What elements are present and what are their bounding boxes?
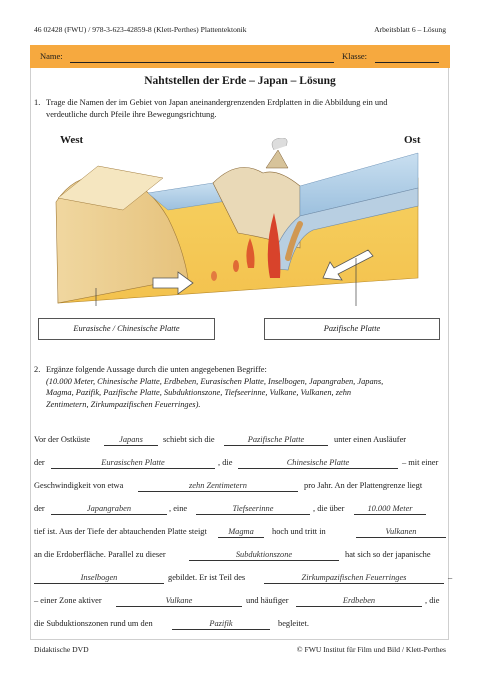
task-2-line-1: Ergänze folgende Aussage durch die unten angegebenen Begriffe: [46,365,267,374]
answer-tiefseerinne[interactable]: Tiefseerinne [196,504,310,515]
answer-erdbeben[interactable]: Erdbeben [296,596,422,607]
cloze-text: und häufiger [246,596,289,605]
cloze-text: , die [218,458,233,467]
cloze-text: – einer Zone aktiver [34,596,102,605]
cloze-text: – [448,573,453,582]
volcano-plume [272,138,287,150]
direction-west: West [60,134,84,146]
name-bar [30,45,450,68]
page-title: Nahtstellen der Erde – Japan – Lösung [144,75,336,87]
task-2-text [46,364,383,410]
header-sheet: Arbeitsblatt 6 – Lösung [374,25,446,34]
answer-10000-meter[interactable]: 10.000 Meter [354,504,426,515]
cloze-text: Vor der Ostküste [34,435,91,444]
cloze-text: hoch und tritt in [272,527,326,536]
task-1-number: 1. [34,98,41,107]
class-field[interactable] [375,62,439,63]
answer-pazifik[interactable]: Pazifik [172,619,270,630]
footer-left: Didaktische DVD [34,645,89,654]
cloze-text: unter einen Ausläufer [334,435,407,444]
answer-eurasischen-platte[interactable]: Eurasischen Platte [51,458,215,469]
cloze-text: der [34,504,45,513]
cloze-text: schiebt sich die [163,435,215,444]
answer-inselbogen[interactable]: Inselbogen [34,573,164,584]
answer-chinesische-platte[interactable]: Chinesische Platte [238,458,398,469]
task-1-line-2: verdeutliche durch Pfeile ihre Bewegungsrichtung. [46,109,217,119]
task-1-line-1: Trage die Namen der im Gebiet von Japan aneinandergrenzenden Erdplatten in die Abbildung ein und [46,98,388,107]
cloze-text: – mit einer [402,458,439,467]
task-1-text [46,97,387,120]
answer-japans[interactable]: Japans [104,435,158,446]
task-2 [34,364,454,414]
direction-east: Ost [404,134,421,146]
name-field[interactable] [70,62,334,63]
cloze-text: gebildet. Er ist Teil des [168,573,246,582]
header-source: 46 02428 (FWU) / 978-3-623-42859-8 (Klett-Perthes) Plattentektonik [34,25,247,34]
cloze-text: hat sich so der japanische [345,550,431,559]
answer-zirkumpazifischen-feuerringes[interactable]: Zirkumpazifischen Feuerringes [264,573,444,584]
label-pacific-plate: Pazifische Platte [264,318,440,340]
answer-magma[interactable]: Magma [218,527,264,538]
cloze-text: die Subduktionszonen rund um den [34,619,153,628]
cloze-text: der [34,458,45,467]
answer-vulkane[interactable]: Vulkane [116,596,242,607]
cloze-text: pro Jahr. An der Plattengrenze liegt [304,481,423,490]
answer-japangraben[interactable]: Japangraben [51,504,167,515]
answer-zehn-zentimetern[interactable]: zehn Zentimetern [138,481,298,492]
cloze-text: an die Erdoberfläche. Parallel zu dieser [34,550,166,559]
volcano-cone [266,150,288,168]
cloze-text: tief ist. Aus der Tiefe der abtauchenden Platte steigt [34,527,207,536]
name-label: Name: [40,51,63,61]
plate-tectonics-illustration [38,138,444,306]
cloze-text: begleitet. [278,619,309,628]
task-2-word-list-3: Zentimetern, Zirkumpazifischen Feuerringes). [46,399,201,409]
label-eurasian-plate: Eurasische / Chinesische Platte [38,318,215,340]
answer-subduktionszone[interactable]: Subduktionszone [189,550,339,561]
cloze-text: , eine [169,504,188,513]
magma-drop-2 [211,271,217,281]
task-1 [34,97,454,123]
cloze-text: , die über [313,504,345,513]
task-2-word-list-1: (10.000 Meter, Chinesische Platte, Erdbeben, Eurasischen Platte, Inselbogen, Japangraben, Japans, [46,376,384,386]
task-2-word-list-2: Magma, Pazifik, Pazifische Platte, Subduktionszone, Tiefseerinne, Vulkane, Vulkanen, zehn [46,388,352,398]
answer-vulkanen[interactable]: Vulkanen [356,527,446,538]
cloze-text: , die [425,596,440,605]
class-label: Klasse: [342,51,368,61]
task-2-number: 2. [34,365,41,374]
magma-drop-1 [233,260,239,272]
answer-pazifische-platte[interactable]: Pazifische Platte [224,435,328,446]
footer-right: © FWU Institut für Film und Bild / Klett-Perthes [296,645,446,654]
cloze-text: Geschwindigkeit von etwa [34,481,124,490]
